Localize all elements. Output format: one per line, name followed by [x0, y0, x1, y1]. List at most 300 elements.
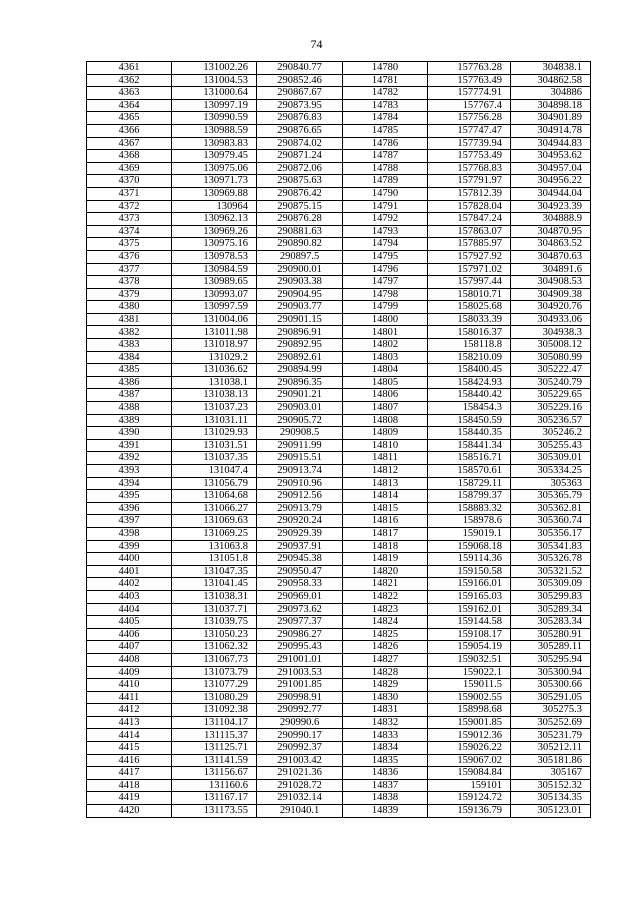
cell-x-left: 130984.59 — [172, 263, 257, 276]
table-row — [87, 515, 591, 528]
cell-point-id-right: 14831 — [343, 704, 428, 717]
cell-x-left: 131167.17 — [172, 792, 257, 805]
cell-point-id-right: 14832 — [343, 716, 428, 729]
cell-x-right: 159144.58 — [428, 616, 511, 629]
cell-point-id-right: 14793 — [343, 225, 428, 238]
cell-point-id-left: 4419 — [87, 792, 172, 805]
cell-point-id-right: 14812 — [343, 465, 428, 478]
cell-y-left: 290908.5 — [257, 427, 343, 440]
cell-y-right: 305291.05 — [511, 691, 591, 704]
cell-point-id-left: 4417 — [87, 767, 172, 780]
table-row — [87, 427, 591, 440]
cell-y-right: 305289.34 — [511, 603, 591, 616]
cell-y-right: 305229.16 — [511, 402, 591, 415]
cell-x-right: 158210.09 — [428, 351, 511, 364]
table-row — [87, 313, 591, 326]
cell-y-right: 305283.34 — [511, 616, 591, 629]
table-row — [87, 729, 591, 742]
cell-point-id-right: 14785 — [343, 124, 428, 137]
cell-point-id-left: 4394 — [87, 477, 172, 490]
cell-y-right: 305289.11 — [511, 641, 591, 654]
cell-point-id-right: 14824 — [343, 616, 428, 629]
cell-y-right: 304944.04 — [511, 187, 591, 200]
cell-x-right: 157763.49 — [428, 74, 511, 87]
cell-point-id-left: 4362 — [87, 74, 172, 87]
cell-point-id-right: 14837 — [343, 779, 428, 792]
cell-x-right: 157753.49 — [428, 150, 511, 163]
cell-point-id-left: 4402 — [87, 578, 172, 591]
cell-x-left: 130975.06 — [172, 162, 257, 175]
cell-y-left: 291028.72 — [257, 779, 343, 792]
cell-point-id-left: 4370 — [87, 175, 172, 188]
cell-y-right: 305300.66 — [511, 679, 591, 692]
cell-y-right: 305167 — [511, 767, 591, 780]
cell-point-id-right: 14835 — [343, 754, 428, 767]
table-row — [87, 465, 591, 478]
table-row — [87, 590, 591, 603]
cell-y-left: 290871.24 — [257, 150, 343, 163]
table-row — [87, 339, 591, 352]
cell-point-id-right: 14800 — [343, 313, 428, 326]
cell-point-id-left: 4389 — [87, 414, 172, 427]
cell-y-right: 305252.69 — [511, 716, 591, 729]
cell-point-id-left: 4395 — [87, 490, 172, 503]
table-row — [87, 225, 591, 238]
cell-x-right: 158998.68 — [428, 704, 511, 717]
cell-point-id-right: 14802 — [343, 339, 428, 352]
cell-y-left: 290896.91 — [257, 326, 343, 339]
table-row — [87, 364, 591, 377]
cell-x-right: 158400.45 — [428, 364, 511, 377]
table-row — [87, 99, 591, 112]
cell-point-id-right: 14828 — [343, 666, 428, 679]
cell-y-left: 290905.72 — [257, 414, 343, 427]
cell-y-right: 305080.99 — [511, 351, 591, 364]
cell-x-left: 130997.19 — [172, 99, 257, 112]
cell-x-right: 159136.79 — [428, 805, 511, 818]
cell-y-right: 304933.06 — [511, 313, 591, 326]
cell-y-right: 305212.11 — [511, 742, 591, 755]
cell-point-id-left: 4397 — [87, 515, 172, 528]
cell-y-left: 290904.95 — [257, 288, 343, 301]
cell-x-right: 158799.37 — [428, 490, 511, 503]
cell-y-left: 290876.42 — [257, 187, 343, 200]
cell-x-right: 157885.97 — [428, 238, 511, 251]
cell-x-left: 130969.88 — [172, 187, 257, 200]
table-row — [87, 238, 591, 251]
cell-y-right: 305363 — [511, 477, 591, 490]
cell-y-left: 290852.46 — [257, 74, 343, 87]
table-row — [87, 641, 591, 654]
cell-y-right: 304886 — [511, 87, 591, 100]
cell-y-right: 305356.17 — [511, 527, 591, 540]
cell-y-left: 290973.62 — [257, 603, 343, 616]
cell-x-right: 157828.04 — [428, 200, 511, 213]
cell-point-id-left: 4367 — [87, 137, 172, 150]
table-row — [87, 200, 591, 213]
cell-point-id-left: 4390 — [87, 427, 172, 440]
cell-x-right: 157927.92 — [428, 250, 511, 263]
cell-y-right: 305152.32 — [511, 779, 591, 792]
cell-y-right: 304956.22 — [511, 175, 591, 188]
cell-y-left: 290873.95 — [257, 99, 343, 112]
cell-y-right: 305321.52 — [511, 565, 591, 578]
cell-y-left: 290890.82 — [257, 238, 343, 251]
cell-x-right: 158441.34 — [428, 439, 511, 452]
cell-point-id-right: 14823 — [343, 603, 428, 616]
cell-y-right: 305299.83 — [511, 590, 591, 603]
cell-point-id-left: 4377 — [87, 263, 172, 276]
page-number: 74 — [310, 37, 323, 51]
table-row — [87, 679, 591, 692]
cell-y-right: 304909.38 — [511, 288, 591, 301]
cell-point-id-right: 14817 — [343, 527, 428, 540]
cell-x-left: 131039.75 — [172, 616, 257, 629]
cell-point-id-left: 4376 — [87, 250, 172, 263]
cell-point-id-right: 14801 — [343, 326, 428, 339]
cell-point-id-right: 14827 — [343, 653, 428, 666]
cell-x-left: 130971.73 — [172, 175, 257, 188]
cell-point-id-left: 4373 — [87, 213, 172, 226]
cell-y-right: 305280.91 — [511, 628, 591, 641]
table-row — [87, 540, 591, 553]
cell-point-id-left: 4414 — [87, 729, 172, 742]
cell-point-id-left: 4416 — [87, 754, 172, 767]
cell-point-id-right: 14818 — [343, 540, 428, 553]
cell-point-id-right: 14791 — [343, 200, 428, 213]
cell-x-left: 130990.59 — [172, 112, 257, 125]
cell-x-right: 159114.36 — [428, 553, 511, 566]
cell-x-left: 131115.37 — [172, 729, 257, 742]
cell-y-left: 290910.96 — [257, 477, 343, 490]
cell-x-left: 131004.53 — [172, 74, 257, 87]
table-row — [87, 301, 591, 314]
cell-point-id-right: 14790 — [343, 187, 428, 200]
cell-point-id-left: 4413 — [87, 716, 172, 729]
cell-point-id-left: 4364 — [87, 99, 172, 112]
cell-x-left: 131173.55 — [172, 805, 257, 818]
cell-x-left: 131051.8 — [172, 553, 257, 566]
table-row — [87, 779, 591, 792]
cell-y-left: 290840.77 — [257, 62, 343, 75]
table-row — [87, 452, 591, 465]
cell-point-id-right: 14794 — [343, 238, 428, 251]
cell-y-left: 291032.14 — [257, 792, 343, 805]
cell-point-id-left: 4375 — [87, 238, 172, 251]
cell-y-left: 291001.01 — [257, 653, 343, 666]
cell-point-id-right: 14819 — [343, 553, 428, 566]
cell-x-left: 131011.98 — [172, 326, 257, 339]
cell-x-left: 131002.26 — [172, 62, 257, 75]
cell-x-left: 131069.25 — [172, 527, 257, 540]
cell-x-right: 157747.47 — [428, 124, 511, 137]
cell-x-right: 159026.22 — [428, 742, 511, 755]
cell-point-id-right: 14784 — [343, 112, 428, 125]
cell-y-left: 290875.15 — [257, 200, 343, 213]
table-row — [87, 653, 591, 666]
table-row — [87, 137, 591, 150]
cell-y-left: 290901.15 — [257, 313, 343, 326]
cell-x-right: 159019.1 — [428, 527, 511, 540]
cell-y-right: 304957.04 — [511, 162, 591, 175]
cell-x-left: 131038.13 — [172, 389, 257, 402]
cell-x-left: 131141.59 — [172, 754, 257, 767]
cell-x-right: 158424.93 — [428, 376, 511, 389]
cell-x-right: 158025.68 — [428, 301, 511, 314]
cell-x-left: 131073.79 — [172, 666, 257, 679]
cell-x-right: 159101 — [428, 779, 511, 792]
cell-y-left: 290945.38 — [257, 553, 343, 566]
cell-y-right: 305365.79 — [511, 490, 591, 503]
cell-point-id-left: 4411 — [87, 691, 172, 704]
table-row — [87, 439, 591, 452]
cell-y-right: 304908.53 — [511, 276, 591, 289]
cell-x-right: 158454.3 — [428, 402, 511, 415]
table-row — [87, 87, 591, 100]
cell-x-left: 131036.62 — [172, 364, 257, 377]
cell-point-id-right: 14836 — [343, 767, 428, 780]
cell-x-right: 159012.36 — [428, 729, 511, 742]
cell-point-id-left: 4392 — [87, 452, 172, 465]
cell-y-left: 290900.01 — [257, 263, 343, 276]
cell-y-right: 305181.86 — [511, 754, 591, 767]
table-row — [87, 691, 591, 704]
cell-x-left: 130997.59 — [172, 301, 257, 314]
cell-y-right: 304938.3 — [511, 326, 591, 339]
cell-y-right: 305246.2 — [511, 427, 591, 440]
cell-y-left: 290901.21 — [257, 389, 343, 402]
cell-y-right: 304901.89 — [511, 112, 591, 125]
cell-point-id-right: 14807 — [343, 402, 428, 415]
cell-point-id-left: 4408 — [87, 653, 172, 666]
cell-x-left: 131047.35 — [172, 565, 257, 578]
cell-x-right: 157847.24 — [428, 213, 511, 226]
cell-point-id-left: 4406 — [87, 628, 172, 641]
cell-point-id-left: 4399 — [87, 540, 172, 553]
cell-point-id-right: 14792 — [343, 213, 428, 226]
cell-point-id-right: 14808 — [343, 414, 428, 427]
cell-point-id-left: 4366 — [87, 124, 172, 137]
cell-x-left: 131037.71 — [172, 603, 257, 616]
cell-point-id-right: 14796 — [343, 263, 428, 276]
cell-point-id-right: 14825 — [343, 628, 428, 641]
cell-x-right: 157971.02 — [428, 263, 511, 276]
cell-point-id-left: 4400 — [87, 553, 172, 566]
cell-y-right: 304944.83 — [511, 137, 591, 150]
table-body — [87, 62, 591, 818]
cell-point-id-right: 14806 — [343, 389, 428, 402]
cell-y-left: 290872.06 — [257, 162, 343, 175]
cell-x-right: 159022.1 — [428, 666, 511, 679]
cell-y-left: 290992.77 — [257, 704, 343, 717]
cell-y-left: 290992.37 — [257, 742, 343, 755]
cell-x-right: 157739.94 — [428, 137, 511, 150]
cell-point-id-right: 14805 — [343, 376, 428, 389]
cell-x-left: 131038.31 — [172, 590, 257, 603]
cell-point-id-right: 14834 — [343, 742, 428, 755]
cell-y-left: 290903.01 — [257, 402, 343, 415]
table-row — [87, 553, 591, 566]
cell-x-right: 158440.35 — [428, 427, 511, 440]
cell-y-left: 290990.17 — [257, 729, 343, 742]
cell-point-id-right: 14826 — [343, 641, 428, 654]
cell-y-right: 304862.58 — [511, 74, 591, 87]
cell-point-id-right: 14833 — [343, 729, 428, 742]
cell-x-left: 131063.8 — [172, 540, 257, 553]
cell-x-left: 131041.45 — [172, 578, 257, 591]
cell-y-right: 304870.63 — [511, 250, 591, 263]
cell-y-right: 304891.6 — [511, 263, 591, 276]
cell-x-left: 131047.4 — [172, 465, 257, 478]
cell-x-right: 158033.39 — [428, 313, 511, 326]
table-row — [87, 150, 591, 163]
table-row — [87, 477, 591, 490]
cell-x-left: 131066.27 — [172, 502, 257, 515]
cell-point-id-right: 14809 — [343, 427, 428, 440]
table-row — [87, 326, 591, 339]
cell-x-right: 159054.19 — [428, 641, 511, 654]
cell-point-id-left: 4365 — [87, 112, 172, 125]
cell-y-right: 305326.78 — [511, 553, 591, 566]
cell-y-left: 290937.91 — [257, 540, 343, 553]
cell-y-left: 291021.36 — [257, 767, 343, 780]
table-row — [87, 414, 591, 427]
table-row — [87, 187, 591, 200]
cell-point-id-left: 4385 — [87, 364, 172, 377]
cell-x-right: 159162.01 — [428, 603, 511, 616]
cell-y-left: 290876.28 — [257, 213, 343, 226]
cell-y-right: 305295.94 — [511, 653, 591, 666]
cell-point-id-left: 4372 — [87, 200, 172, 213]
cell-y-left: 290995.43 — [257, 641, 343, 654]
cell-point-id-right: 14838 — [343, 792, 428, 805]
cell-y-right: 304870.95 — [511, 225, 591, 238]
coordinates-table — [86, 61, 591, 818]
cell-x-right: 157997.44 — [428, 276, 511, 289]
cell-point-id-left: 4420 — [87, 805, 172, 818]
cell-point-id-left: 4386 — [87, 376, 172, 389]
cell-x-left: 131077.29 — [172, 679, 257, 692]
cell-point-id-right: 14810 — [343, 439, 428, 452]
table-row — [87, 578, 591, 591]
cell-x-right: 159002.55 — [428, 691, 511, 704]
cell-y-left: 290912.56 — [257, 490, 343, 503]
cell-x-right: 157756.28 — [428, 112, 511, 125]
table-row — [87, 376, 591, 389]
cell-x-right: 159165.03 — [428, 590, 511, 603]
cell-y-right: 305231.79 — [511, 729, 591, 742]
table-row — [87, 628, 591, 641]
table-row — [87, 402, 591, 415]
cell-x-right: 157774.91 — [428, 87, 511, 100]
cell-x-right: 159124.72 — [428, 792, 511, 805]
table-row — [87, 175, 591, 188]
cell-x-right: 158440.42 — [428, 389, 511, 402]
cell-x-left: 131000.64 — [172, 87, 257, 100]
cell-point-id-left: 4361 — [87, 62, 172, 75]
table-row — [87, 389, 591, 402]
cell-y-left: 290892.61 — [257, 351, 343, 364]
cell-y-right: 305309.09 — [511, 578, 591, 591]
cell-point-id-left: 4401 — [87, 565, 172, 578]
cell-x-left: 131037.23 — [172, 402, 257, 415]
cell-y-left: 290897.5 — [257, 250, 343, 263]
cell-y-left: 290969.01 — [257, 590, 343, 603]
cell-x-left: 131156.67 — [172, 767, 257, 780]
cell-y-right: 304914.78 — [511, 124, 591, 137]
cell-x-right: 158010.71 — [428, 288, 511, 301]
cell-y-left: 290876.83 — [257, 112, 343, 125]
cell-x-left: 131160.6 — [172, 779, 257, 792]
cell-point-id-left: 4415 — [87, 742, 172, 755]
cell-point-id-left: 4405 — [87, 616, 172, 629]
cell-y-left: 290958.33 — [257, 578, 343, 591]
cell-x-right: 159150.58 — [428, 565, 511, 578]
cell-point-id-left: 4381 — [87, 313, 172, 326]
cell-x-right: 158729.11 — [428, 477, 511, 490]
cell-x-right: 159032.51 — [428, 653, 511, 666]
cell-x-right: 158570.61 — [428, 465, 511, 478]
cell-y-left: 290998.91 — [257, 691, 343, 704]
cell-y-right: 305222.47 — [511, 364, 591, 377]
cell-y-right: 304953.62 — [511, 150, 591, 163]
cell-point-id-right: 14786 — [343, 137, 428, 150]
cell-point-id-left: 4380 — [87, 301, 172, 314]
table-row — [87, 124, 591, 137]
table-row — [87, 603, 591, 616]
cell-point-id-right: 14789 — [343, 175, 428, 188]
cell-point-id-right: 14782 — [343, 87, 428, 100]
cell-y-left: 290913.74 — [257, 465, 343, 478]
cell-x-right: 159067.02 — [428, 754, 511, 767]
cell-x-left: 130978.53 — [172, 250, 257, 263]
cell-point-id-left: 4403 — [87, 590, 172, 603]
cell-x-left: 131080.29 — [172, 691, 257, 704]
cell-point-id-right: 14788 — [343, 162, 428, 175]
cell-point-id-right: 14787 — [343, 150, 428, 163]
cell-point-id-left: 4374 — [87, 225, 172, 238]
cell-point-id-right: 14830 — [343, 691, 428, 704]
cell-point-id-right: 14829 — [343, 679, 428, 692]
cell-y-right: 304920.76 — [511, 301, 591, 314]
cell-y-left: 290903.77 — [257, 301, 343, 314]
table-row — [87, 754, 591, 767]
cell-x-left: 131125.71 — [172, 742, 257, 755]
cell-point-id-left: 4378 — [87, 276, 172, 289]
cell-point-id-right: 14820 — [343, 565, 428, 578]
cell-x-right: 157863.07 — [428, 225, 511, 238]
cell-y-right: 304863.52 — [511, 238, 591, 251]
cell-x-right: 159084.84 — [428, 767, 511, 780]
cell-x-left: 130964 — [172, 200, 257, 213]
cell-point-id-right: 14781 — [343, 74, 428, 87]
cell-x-right: 158016.37 — [428, 326, 511, 339]
cell-point-id-right: 14814 — [343, 490, 428, 503]
cell-x-right: 158450.59 — [428, 414, 511, 427]
table-row — [87, 74, 591, 87]
cell-y-right: 305008.12 — [511, 339, 591, 352]
cell-y-left: 290913.79 — [257, 502, 343, 515]
table-row — [87, 62, 591, 75]
cell-x-left: 130975.16 — [172, 238, 257, 251]
cell-point-id-left: 4379 — [87, 288, 172, 301]
cell-x-left: 131029.93 — [172, 427, 257, 440]
cell-point-id-left: 4383 — [87, 339, 172, 352]
cell-x-right: 158118.8 — [428, 339, 511, 352]
table-row — [87, 213, 591, 226]
table-row — [87, 112, 591, 125]
cell-y-right: 305255.43 — [511, 439, 591, 452]
